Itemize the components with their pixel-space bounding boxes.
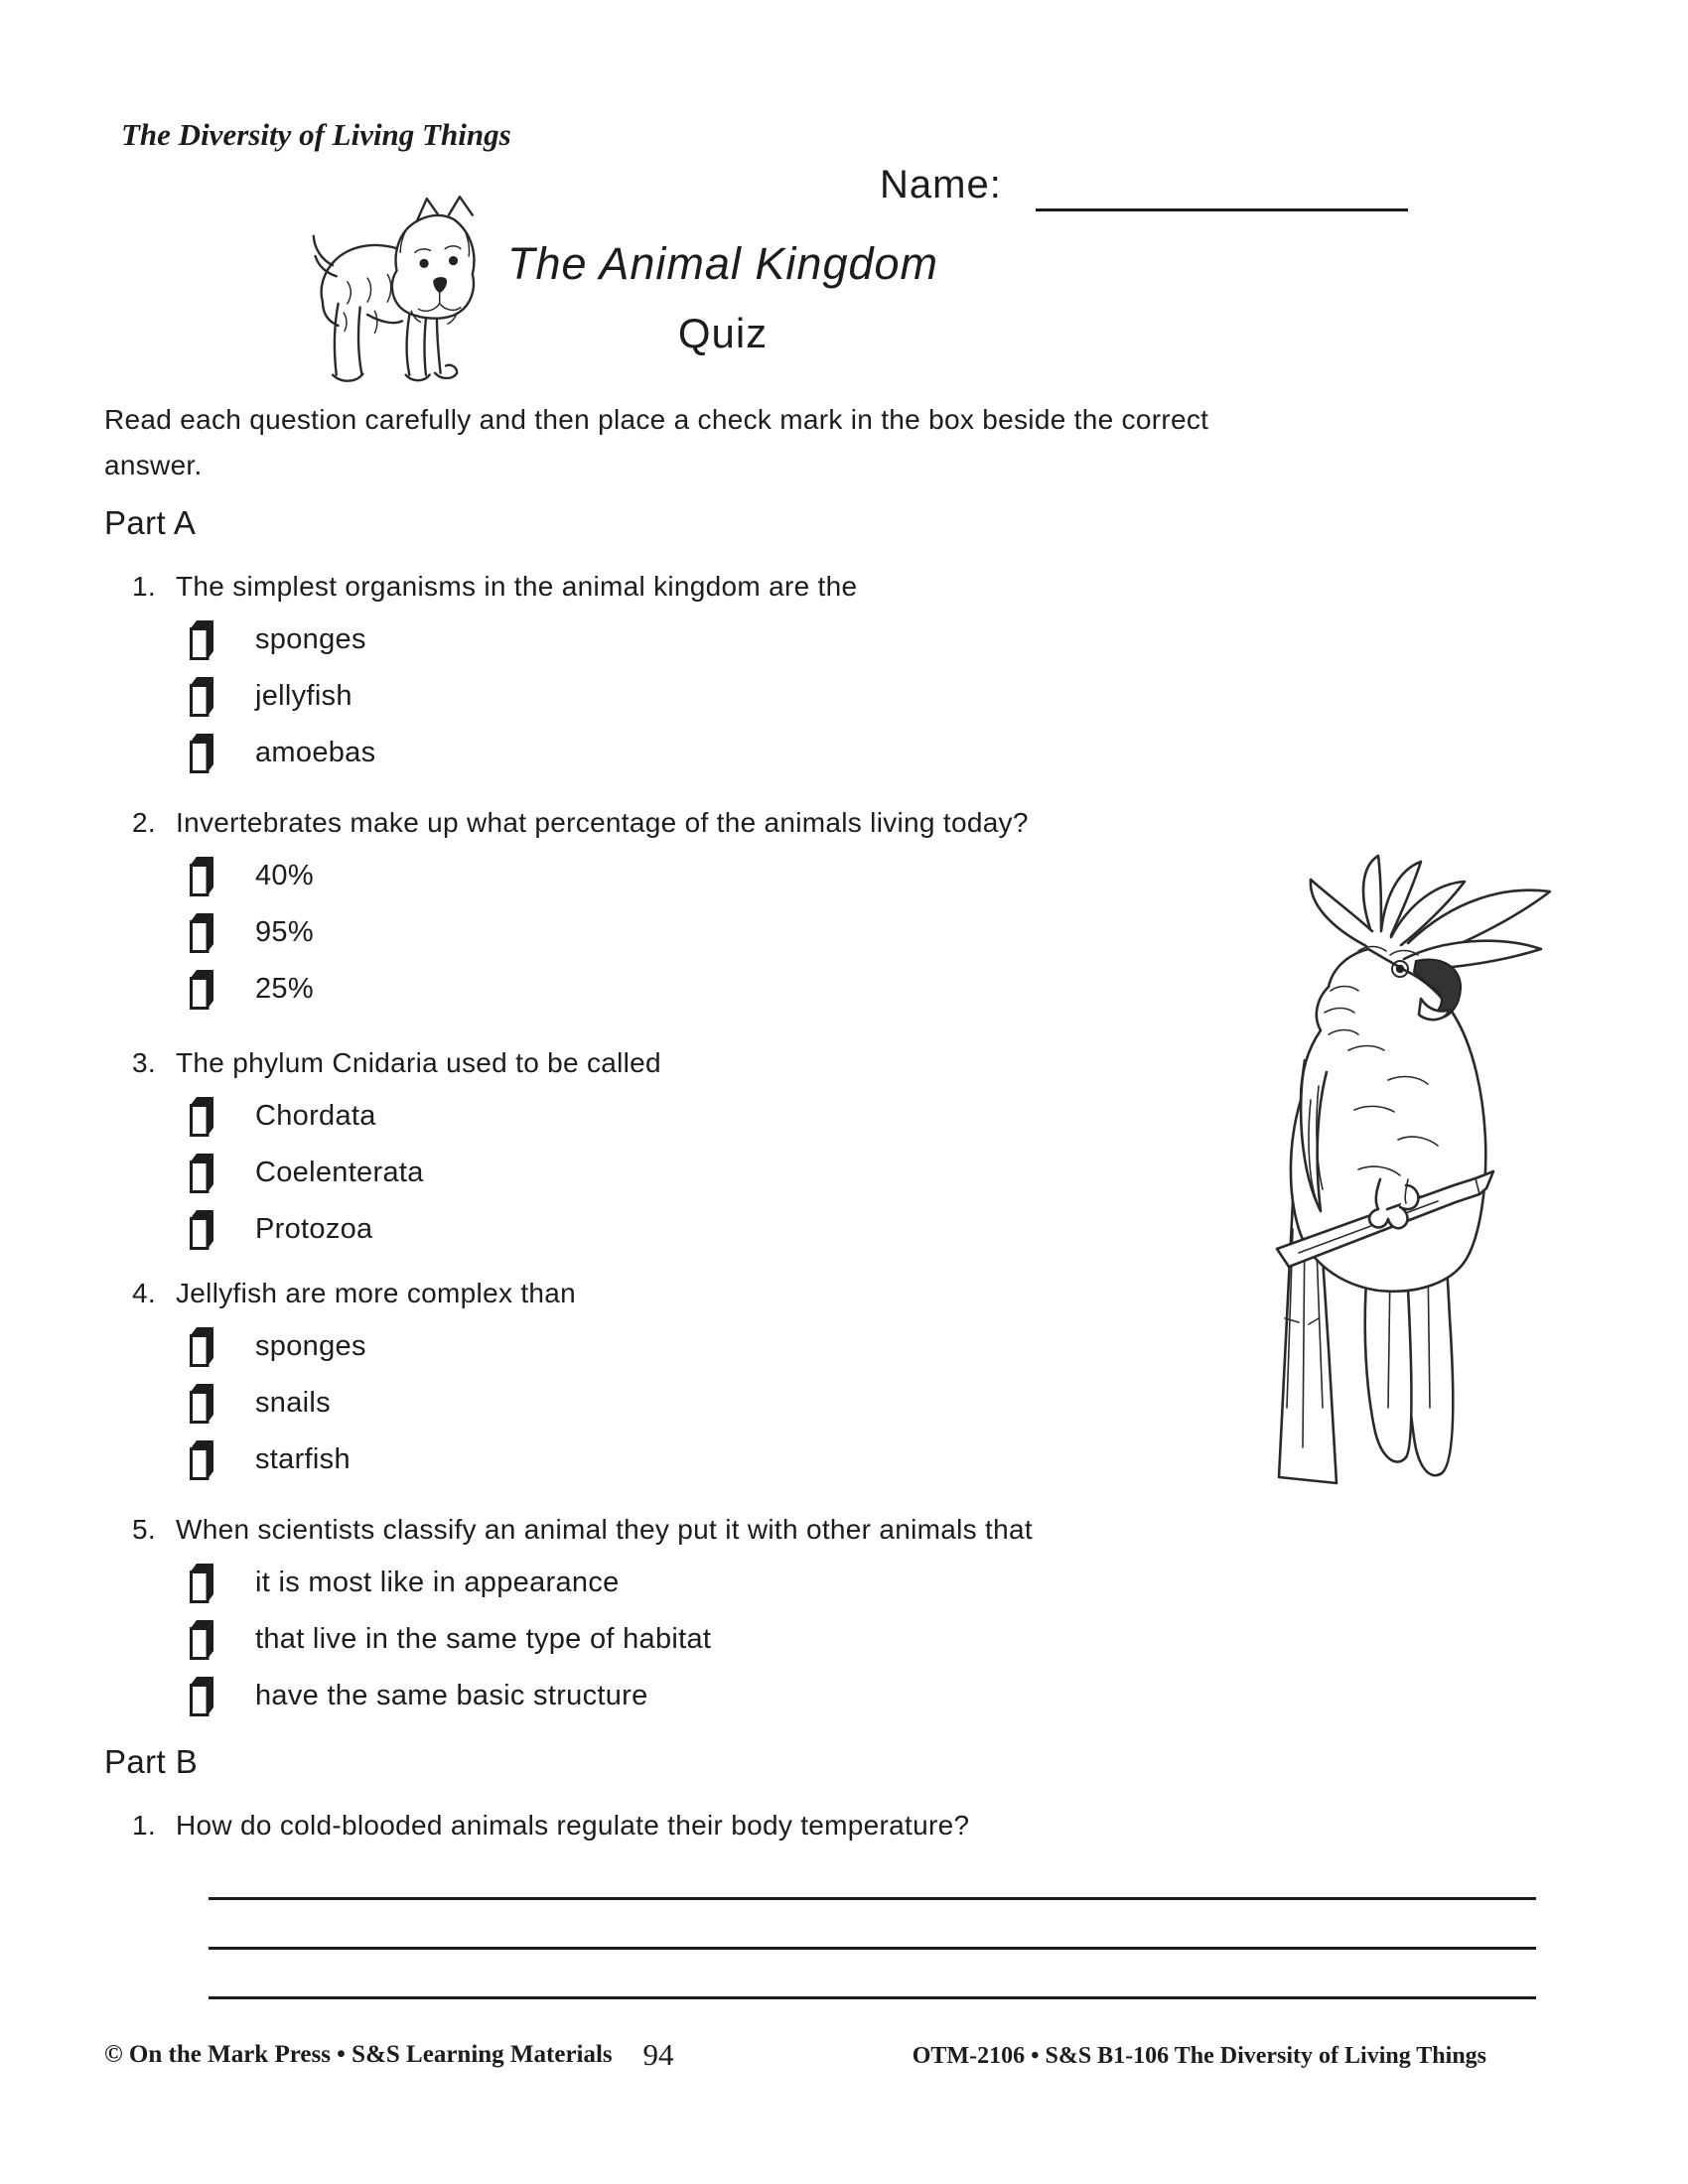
question-number: 2. — [132, 807, 156, 838]
option-row — [188, 1675, 1572, 1716]
option-label: 25% — [255, 972, 314, 1005]
series-title: The Diversity of Living Things — [121, 117, 511, 152]
option-row — [188, 675, 1572, 717]
answer-line-1[interactable] — [209, 1897, 1536, 1900]
worksheet-title: The Animal Kingdom — [506, 238, 939, 289]
question-text: The simplest organisms in the animal kingdom are the — [176, 571, 858, 602]
cockatoo-illustration — [1259, 852, 1561, 1507]
question-text: How do cold-blooded animals regulate their body temperature? — [176, 1810, 970, 1841]
checkbox-icon[interactable] — [188, 1152, 214, 1193]
checkbox-icon[interactable] — [188, 1382, 214, 1424]
question-text: Invertebrates make up what percentage of the animals living today? — [176, 807, 1029, 838]
page-number: 94 — [642, 2037, 674, 2072]
worksheet-subtitle: Quiz — [677, 310, 769, 356]
dog-illustration — [311, 193, 493, 389]
option-label: 40% — [255, 859, 314, 891]
option-label: Chordata — [255, 1099, 376, 1132]
question-number: 5. — [132, 1514, 156, 1545]
question-number: 4. — [132, 1278, 156, 1308]
answer-line-3[interactable] — [209, 1996, 1536, 1999]
footer-code: OTM-2106 • S&S B1-106 The Diversity of Living Things — [912, 2043, 1486, 2069]
option-label: starfish — [255, 1442, 351, 1475]
option-label: amoebas — [255, 736, 376, 768]
checkbox-icon[interactable] — [188, 1562, 214, 1603]
checkbox-icon[interactable] — [188, 1675, 214, 1716]
option-label: jellyfish — [255, 679, 352, 712]
checkbox-icon[interactable] — [188, 732, 214, 773]
option-label: 95% — [255, 915, 314, 948]
option-row — [188, 618, 1572, 660]
question-number: 1. — [132, 571, 156, 602]
question-text: Jellyfish are more complex than — [176, 1278, 577, 1308]
answer-line-2[interactable] — [209, 1947, 1536, 1950]
option-row — [188, 732, 1572, 773]
checkbox-icon[interactable] — [188, 618, 214, 660]
checkbox-icon[interactable] — [188, 1095, 214, 1137]
checkbox-icon[interactable] — [188, 855, 214, 896]
option-row — [188, 1618, 1572, 1660]
option-label: sponges — [255, 1329, 366, 1362]
name-label: Name: — [880, 163, 1002, 206]
checkbox-icon[interactable] — [188, 1618, 214, 1660]
option-label: Protozoa — [255, 1212, 373, 1245]
option-row — [188, 1562, 1572, 1603]
instructions: Read each question carefully and then place a check mark in the box beside the correct answer. — [104, 404, 1209, 480]
checkbox-icon[interactable] — [188, 968, 214, 1010]
question-item — [132, 1510, 1572, 1731]
question-item — [132, 1806, 1572, 1845]
question-number: 3. — [132, 1047, 156, 1078]
option-label: have the same basic structure — [255, 1679, 648, 1711]
checkbox-icon[interactable] — [188, 675, 214, 717]
footer-publisher: © On the Mark Press • S&S Learning Materials — [104, 2041, 613, 2068]
part-a-heading: Part A — [104, 504, 197, 541]
part-b-heading: Part B — [104, 1743, 199, 1780]
option-label: that live in the same type of habitat — [255, 1622, 712, 1655]
checkbox-icon[interactable] — [188, 911, 214, 953]
question-text: When scientists classify an animal they put it with other animals that — [176, 1514, 1033, 1545]
question-number: 1. — [132, 1810, 156, 1841]
option-label: snails — [255, 1386, 331, 1419]
question-text: The phylum Cnidaria used to be called — [176, 1047, 661, 1078]
checkbox-icon[interactable] — [188, 1325, 214, 1367]
name-field[interactable] — [1036, 167, 1408, 211]
option-label: it is most like in appearance — [255, 1566, 620, 1598]
checkbox-icon[interactable] — [188, 1208, 214, 1250]
option-label: sponges — [255, 622, 366, 655]
question-item — [132, 567, 1572, 788]
option-label: Coelenterata — [255, 1156, 424, 1188]
checkbox-icon[interactable] — [188, 1438, 214, 1480]
